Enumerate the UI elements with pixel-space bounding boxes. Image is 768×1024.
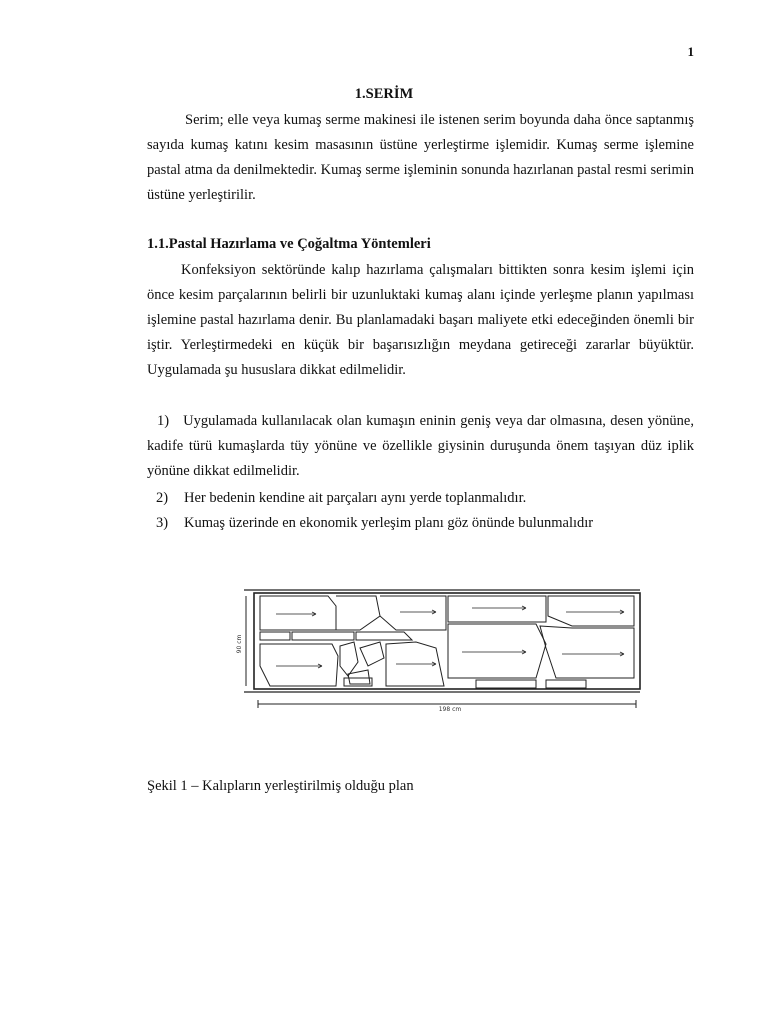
- list-item-number: 1): [157, 413, 170, 429]
- list-item-text: Uygulamada kullanılacak olan kumaşın eninin geniş veya dar olmasına, desen yönüne, kadife türü kumaşlarda tüy yönüne ve özellikle giysinin duruşunda önem taşıyan düz iplik yönüne dikkat edilmelidir.: [147, 413, 694, 479]
- section-paragraph: [147, 258, 694, 383]
- intro-text: Serim; elle veya kumaş serme makinesi ile istenen serim boyunda daha önce saptanmış sayıda kumaş katını kesim masasının üstüne yerleştirme işlemidir. Kumaş serme işlemine pastal atma da denilmektedir. Kumaş serme işleminin sonunda hazırlanan pastal resmi serimin üstüne yerleştirilir.: [147, 112, 694, 203]
- fabric-frame: [254, 593, 640, 689]
- pattern-piece: [380, 596, 446, 630]
- subsection-heading: 1.1.Pastal Hazırlama ve Çoğaltma Yöntemleri: [147, 236, 431, 252]
- pattern-piece: [546, 680, 586, 688]
- pattern-piece: [336, 596, 380, 630]
- page-number: 1: [687, 44, 694, 59]
- section-paragraph-text: Konfeksiyon sektöründe kalıp hazırlama çalışmaları bittikten sonra kesim işlemi için önce kesim parçalarının belirli bir uzunluktaki kumaş alanı içinde yerleşme planın yapılması işlemine pastal hazırlama denir. Bu planlamadaki başarı maliyete etki edeceğinden önemli bir iştir. Yerleştirmedeki en küçük bir başarısızlığın meydana getireceği zararlar büyüktür. Uygulamada şu hususlara dikkat edilmelidir.: [147, 262, 694, 378]
- list-item-number: 3): [156, 515, 169, 531]
- list-item-number: 2): [156, 490, 169, 506]
- intro-paragraph: [147, 108, 694, 208]
- figure-caption: Şekil 1 – Kalıpların yerleştirilmiş olduğu plan: [147, 778, 414, 794]
- pattern-piece: [260, 596, 336, 630]
- pattern-piece: [360, 642, 384, 666]
- marker-layout-figure: [236, 586, 644, 712]
- pattern-piece: [548, 596, 634, 626]
- list-item-text: Kumaş üzerinde en ekonomik yerleşim planı göz önünde bulunmalıdır: [184, 515, 594, 531]
- pattern-piece: [540, 626, 634, 678]
- list-item-text: Her bedenin kendine ait parçaları aynı yerde toplanmalıdır.: [184, 490, 527, 506]
- pattern-piece: [292, 632, 354, 640]
- pattern-piece: [344, 678, 372, 686]
- figure-height-label: 90 cm: [236, 634, 243, 654]
- pattern-piece: [476, 680, 536, 688]
- pattern-piece: [356, 632, 412, 640]
- pattern-piece: [260, 644, 338, 686]
- list-item-3: [156, 511, 593, 536]
- pattern-piece: [448, 596, 546, 622]
- pattern-piece: [260, 632, 290, 640]
- pattern-piece: [448, 624, 546, 678]
- section-title: 1.SERİM: [354, 86, 414, 102]
- list-item-1: [147, 409, 694, 484]
- list-item-2: [156, 486, 526, 511]
- figure-width-label: 198 cm: [438, 706, 462, 712]
- pattern-piece: [340, 642, 358, 676]
